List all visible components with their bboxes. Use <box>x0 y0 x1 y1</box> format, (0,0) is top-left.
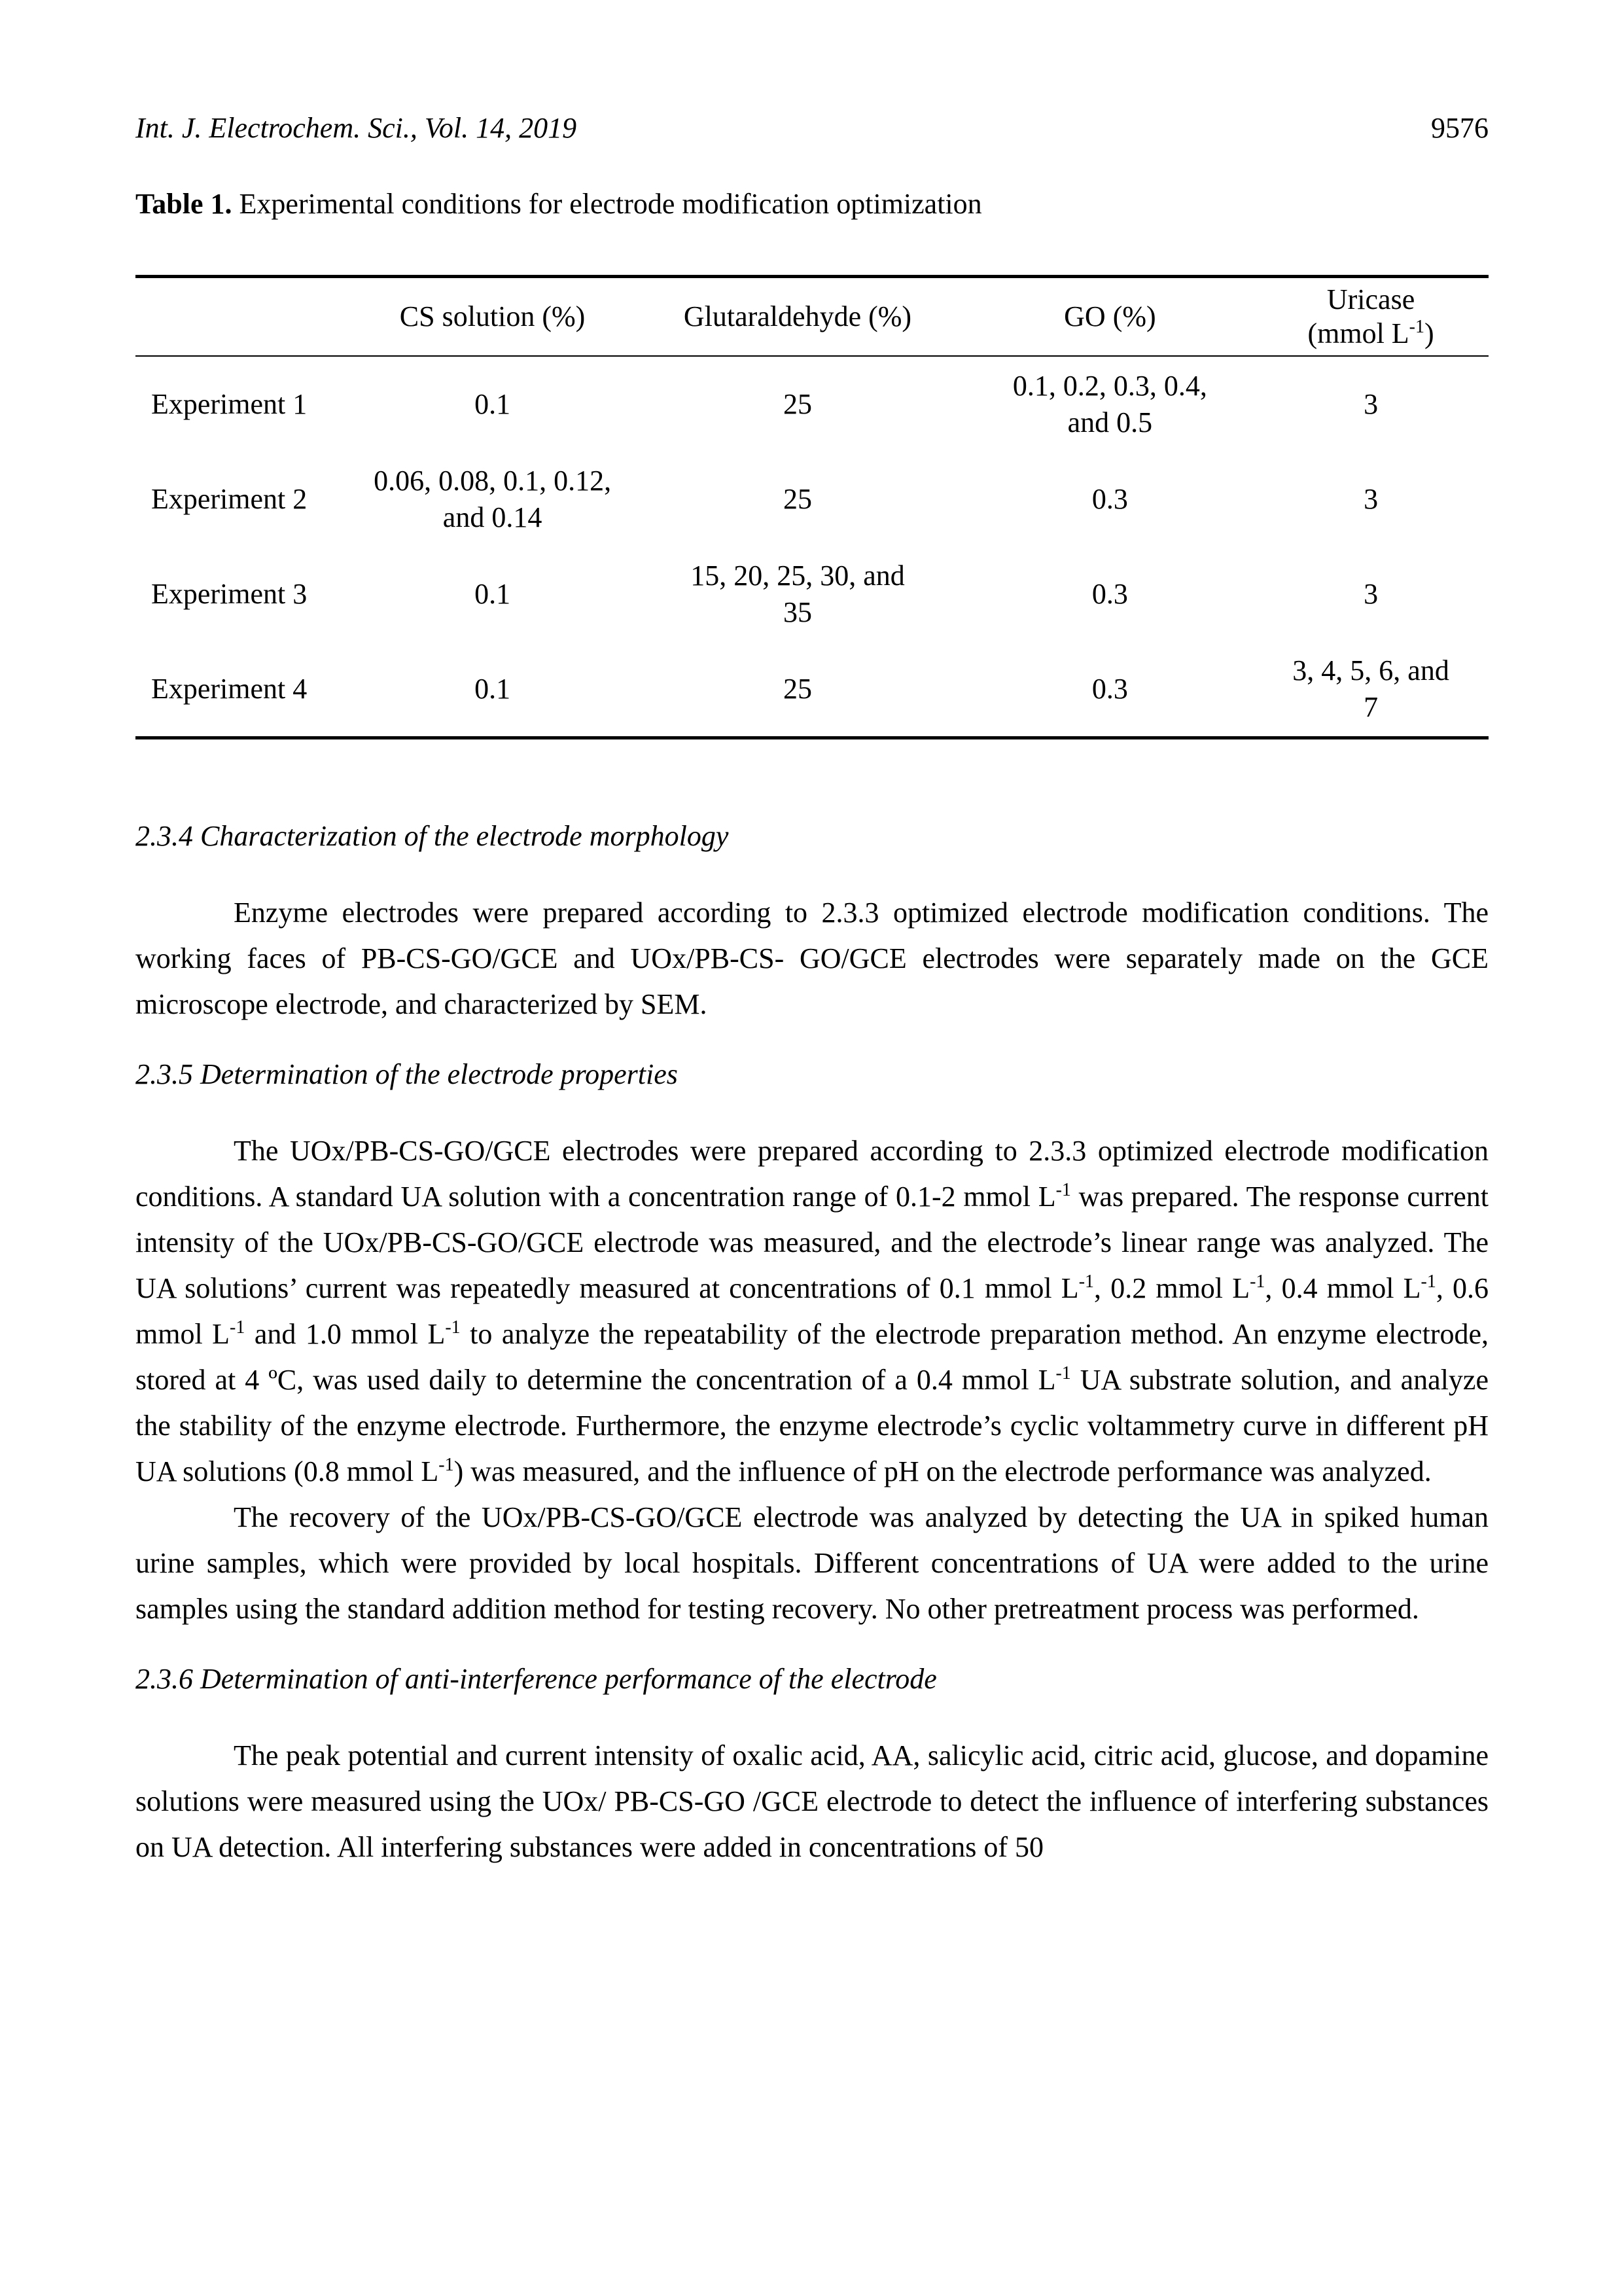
paragraph-2-3-6: The peak potential and current intensity of oxalic acid, AA, salicylic acid, citric acid, glucose, and dopamine solutions were measured using the UOx/ PB-CS-GO /GCE electrode to detect the influence of interfering substances on UA detection. All interfering substances were added in concentrations of 50 <box>135 1739 1489 1863</box>
cell-go: 0.1, 0.2, 0.3, 0.4, and 0.5 <box>1012 369 1207 438</box>
section-title-2-3-4: 2.3.4 Characterization of the electrode morphology <box>135 820 729 852</box>
table-row <box>135 546 1489 641</box>
page-number: 9576 <box>1431 112 1489 144</box>
header-uricase-unit: (mmol L <box>1307 317 1409 349</box>
journal-citation: Int. J. Electrochem. Sci., Vol. 14, 2019 <box>135 112 577 144</box>
row-label: Experiment 3 <box>151 577 308 610</box>
row-label: Experiment 2 <box>151 482 308 515</box>
cell-go: 0.3 <box>967 641 1253 738</box>
paragraph-2-3-5-b: The recovery of the UOx/PB-CS-GO/GCE electrode was analyzed by detecting the UA in spiked human urine samples, which were provided by local hospitals. Different concentrations of UA were added to the urine samples using the standard addition method for testing recovery. No other pretreatment process was performed. <box>135 1501 1489 1625</box>
cell-go: 0.3 <box>1091 577 1128 610</box>
cell-glutaraldehyde: 15, 20, 25, 30, and 35 <box>690 559 905 628</box>
cell-cs: 0.1 <box>357 641 628 738</box>
table-row <box>135 452 1489 546</box>
table-caption-text: Experimental conditions for electrode modification optimization <box>232 188 982 220</box>
header-glutaraldehyde: Glutaraldehyde (%) <box>628 277 967 357</box>
cell-uricase: 3 <box>1364 387 1379 420</box>
header-blank <box>135 277 357 357</box>
section-title-2-3-5: 2.3.5 Determination of the electrode properties <box>135 1058 678 1090</box>
cell-cs: 0.06, 0.08, 0.1, 0.12, and 0.14 <box>374 464 612 533</box>
section-title-2-3-6: 2.3.6 Determination of anti-interference performance of the electrode <box>135 1663 937 1695</box>
header-uricase-unit-exp: -1 <box>1409 317 1424 337</box>
paragraph-2-3-4: Enzyme electrodes were prepared according to 2.3.3 optimized electrode modification conditions. The working faces of PB-CS-GO/GCE and UOx/PB-CS- GO/GCE electrodes were separately made on the GCE microscope electrode, and characterized by SEM. <box>135 897 1489 1020</box>
row-label: Experiment 4 <box>135 641 357 738</box>
cell-uricase: 3, 4, 5, 6, and 7 <box>1253 641 1489 738</box>
header-uricase-name: Uricase <box>1326 283 1415 315</box>
header-go: GO (%) <box>967 277 1253 357</box>
running-head <box>135 111 1489 157</box>
paper-page <box>135 111 1489 1870</box>
cell-cs: 0.1 <box>474 387 511 420</box>
conditions-table <box>135 275 1489 739</box>
cell-go: 0.3 <box>1091 482 1128 515</box>
cell-glutaraldehyde: 25 <box>628 641 967 738</box>
table-row <box>135 356 1489 452</box>
cell-glutaraldehyde: 25 <box>783 482 812 515</box>
table-header-row <box>135 277 1489 357</box>
cell-uricase: 3 <box>1364 577 1379 610</box>
table-label: Table 1. <box>135 188 232 220</box>
cell-glutaraldehyde: 25 <box>783 387 812 420</box>
cell-uricase: 3 <box>1364 482 1379 515</box>
row-label: Experiment 1 <box>151 387 308 420</box>
table-row <box>135 641 1489 738</box>
paragraph-2-3-5-a: The UOx/PB-CS-GO/GCE electrodes were prepared according to 2.3.3 optimized electrode modification conditions. A standard UA solution with a concentration range of 0.1-2 mmol $L^{-1}$ was prepared. The response current intensity of the UOx/PB-CS-GO/GCE electrode was measured, and the electrode’s linear range was analyzed. The UA solutions’ current was repeatedly measured at concentrations of 0.1 mmol $L^{-1}$, 0.2 mmol $L^{-1}$, 0.4 mmol $L^{-1}$, 0.6 mmol $L^{-1}$ and 1.0 mmol $L^{-1}$ to analyze the repeatability of the electrode preparation method. An enzyme electrode, stored at 4 ºC, was used daily to determine the concentration of a 0.4 mmol $L^{-1}$ UA substrate solution, and analyze the stability of the enzyme electrode. Furthermore, the enzyme electrode’s cyclic voltammetry curve in different pH UA solutions (0.8 mmol $L^{-1}$) was measured, and the influence of pH on the electrode performance was analyzed. <box>135 1135 1489 1487</box>
table-caption <box>135 185 1489 224</box>
header-cs-solution: CS solution (%) <box>357 277 628 357</box>
cell-cs: 0.1 <box>474 577 511 610</box>
header-uricase-unit-close: ) <box>1424 317 1434 349</box>
header-uricase <box>1253 277 1489 357</box>
